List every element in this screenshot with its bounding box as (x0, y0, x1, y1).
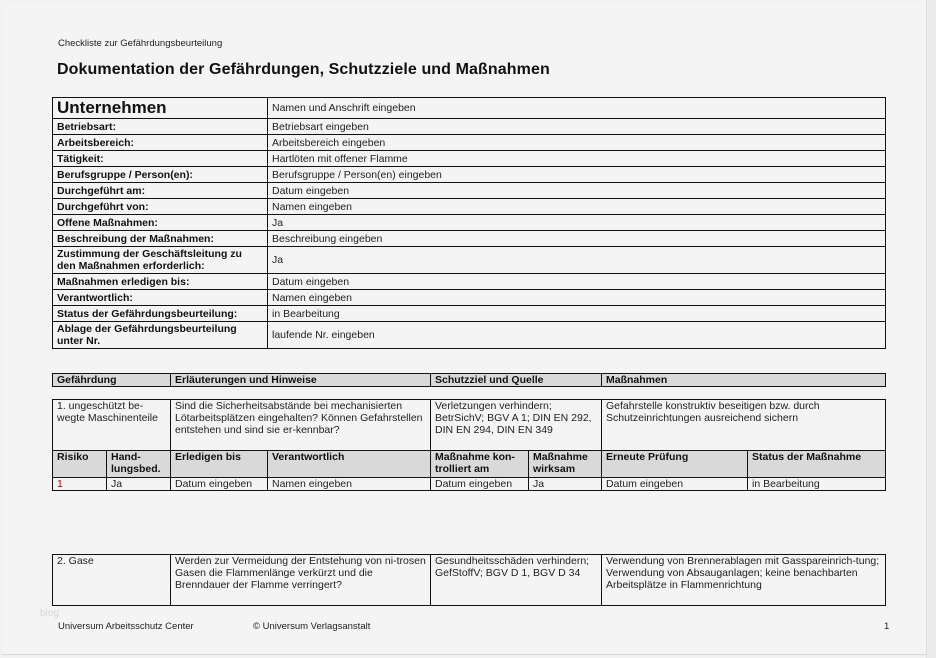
info-row (53, 135, 886, 151)
info-value[interactable]: Namen eingeben (268, 199, 886, 215)
page-number: 1 (884, 621, 890, 632)
info-label: Offene Maßnahmen: (53, 215, 268, 231)
info-row-company (53, 98, 886, 119)
info-label: Ablage der Gefährdungsbeurteilung unter Nr. (53, 322, 268, 349)
info-label: Durchgeführt am: (53, 183, 268, 199)
header-massnahmen: Maßnahmen (602, 374, 886, 387)
info-value[interactable]: Betriebsart eingeben (268, 119, 886, 135)
info-row (53, 215, 886, 231)
header-gefaehrdung: Gefährdung (53, 374, 171, 387)
header-schutzziel: Schutzziel und Quelle (431, 374, 602, 387)
info-row (53, 290, 886, 306)
subheader-wirksam: Maßnahme wirksam (529, 451, 602, 478)
info-label: Status der Gefährdungsbeurteilung: (53, 306, 268, 322)
footer-publisher: Universum Arbeitsschutz Center (58, 621, 194, 632)
info-value[interactable]: Datum eingeben (268, 183, 886, 199)
handlungsbed-value[interactable]: Ja (107, 478, 171, 491)
info-label: Tätigkeit: (53, 151, 268, 167)
hazard-erlaeuterung[interactable]: Sind die Sicherheitsabstände bei mechanisierten Lötarbeitsplätzen eingehalten? Können Gefahrstellen entstehen und sind sie er-kennbar? (171, 400, 431, 451)
info-value[interactable]: laufende Nr. eingeben (268, 322, 886, 349)
document-title: Dokumentation der Gefährdungen, Schutzziele und Maßnahmen (57, 61, 550, 78)
info-row (53, 231, 886, 247)
info-row (53, 183, 886, 199)
info-label: Betriebsart: (53, 119, 268, 135)
subheader-kontrolliert-am: Maßnahme kon-trolliert am (431, 451, 529, 478)
verantwortlich-value[interactable]: Namen eingeben (268, 478, 431, 491)
info-value[interactable]: in Bearbeitung (268, 306, 886, 322)
info-row (53, 306, 886, 322)
info-row (53, 151, 886, 167)
page-edge (926, 0, 936, 658)
info-value[interactable]: Ja (268, 247, 886, 274)
document-label: Checkliste zur Gefährdungsbeurteilung (58, 38, 223, 49)
company-info-table (52, 97, 886, 349)
subheader-handlungsbed: Hand-lungsbed. (107, 451, 171, 478)
subheader-status: Status der Maßnahme (748, 451, 886, 478)
hazard-table-2 (52, 554, 886, 606)
status-value[interactable]: in Bearbeitung (748, 478, 886, 491)
footer-copyright: © Universum Verlagsanstalt (253, 621, 371, 632)
info-value[interactable]: Arbeitsbereich eingeben (268, 135, 886, 151)
hazard-erlaeuterung[interactable]: Werden zur Vermeidung der Entstehung von ni-trosen Gasen die Flammenlänge verkürzt und die Brenndauer der Flamme verringert? (171, 555, 431, 606)
risk-value[interactable]: 1 (53, 478, 107, 491)
subheader-erledigen-bis: Erledigen bis (171, 451, 268, 478)
hazard-value-row (53, 478, 886, 491)
hazard-subheader-row (53, 451, 886, 478)
company-label: Unternehmen (53, 98, 268, 119)
company-value[interactable]: Namen und Anschrift eingeben (268, 98, 886, 119)
watermark: blog (40, 608, 59, 619)
hazard-massnahmen[interactable]: Verwendung von Brennerablagen mit Gasspareinrich-tung; Verwendung von Absauganlagen; keine benachbarten Arbeitsplätze in Flammenrichtung (602, 555, 886, 606)
erledigen-bis-value[interactable]: Datum eingeben (171, 478, 268, 491)
hazard-schutzziel[interactable]: Gesundheitsschäden verhindern; GefStoffV; BGV D 1, BGV D 34 (431, 555, 602, 606)
erneute-pruefung-value[interactable]: Datum eingeben (602, 478, 748, 491)
info-label: Maßnahmen erledigen bis: (53, 274, 268, 290)
info-row (53, 119, 886, 135)
info-value[interactable]: Hartlöten mit offener Flamme (268, 151, 886, 167)
info-row (53, 247, 886, 274)
hazard-massnahmen[interactable]: Gefahrstelle konstruktiv beseitigen bzw. durch Schutzeinrichtungen ausreichend sichern (602, 400, 886, 451)
kontrolliert-am-value[interactable]: Datum eingeben (431, 478, 529, 491)
info-label: Zustimmung der Geschäftsleitung zu den Maßnahmen erforderlich: (53, 247, 268, 274)
info-value[interactable]: Datum eingeben (268, 274, 886, 290)
hazard-schutzziel[interactable]: Verletzungen verhindern; BetrSichV; BGV A 1; DIN EN 292, DIN EN 294, DIN EN 349 (431, 400, 602, 451)
subheader-verantwortlich: Verantwortlich (268, 451, 431, 478)
header-erlaeuterungen: Erläuterungen und Hinweise (171, 374, 431, 387)
info-value[interactable]: Berufsgruppe / Person(en) eingeben (268, 167, 886, 183)
subheader-risiko: Risiko (53, 451, 107, 478)
info-value[interactable]: Ja (268, 215, 886, 231)
info-value[interactable]: Beschreibung eingeben (268, 231, 886, 247)
hazard-table-1 (52, 399, 886, 491)
hazard-gefaehrdung[interactable]: 1. ungeschützt be-wegte Maschinenteile (53, 400, 171, 451)
info-value[interactable]: Namen eingeben (268, 290, 886, 306)
info-row (53, 274, 886, 290)
hazard-row (53, 400, 886, 451)
info-label: Verantwortlich: (53, 290, 268, 306)
info-label: Beschreibung der Maßnahmen: (53, 231, 268, 247)
subheader-erneute-pruefung: Erneute Prüfung (602, 451, 748, 478)
info-row (53, 322, 886, 349)
hazard-row (53, 555, 886, 606)
info-label: Berufsgruppe / Person(en): (53, 167, 268, 183)
info-label: Durchgeführt von: (53, 199, 268, 215)
hazard-gefaehrdung[interactable]: 2. Gase (53, 555, 171, 606)
wirksam-value[interactable]: Ja (529, 478, 602, 491)
hazard-header-table (52, 373, 886, 387)
info-row (53, 199, 886, 215)
info-row (53, 167, 886, 183)
info-label: Arbeitsbereich: (53, 135, 268, 151)
